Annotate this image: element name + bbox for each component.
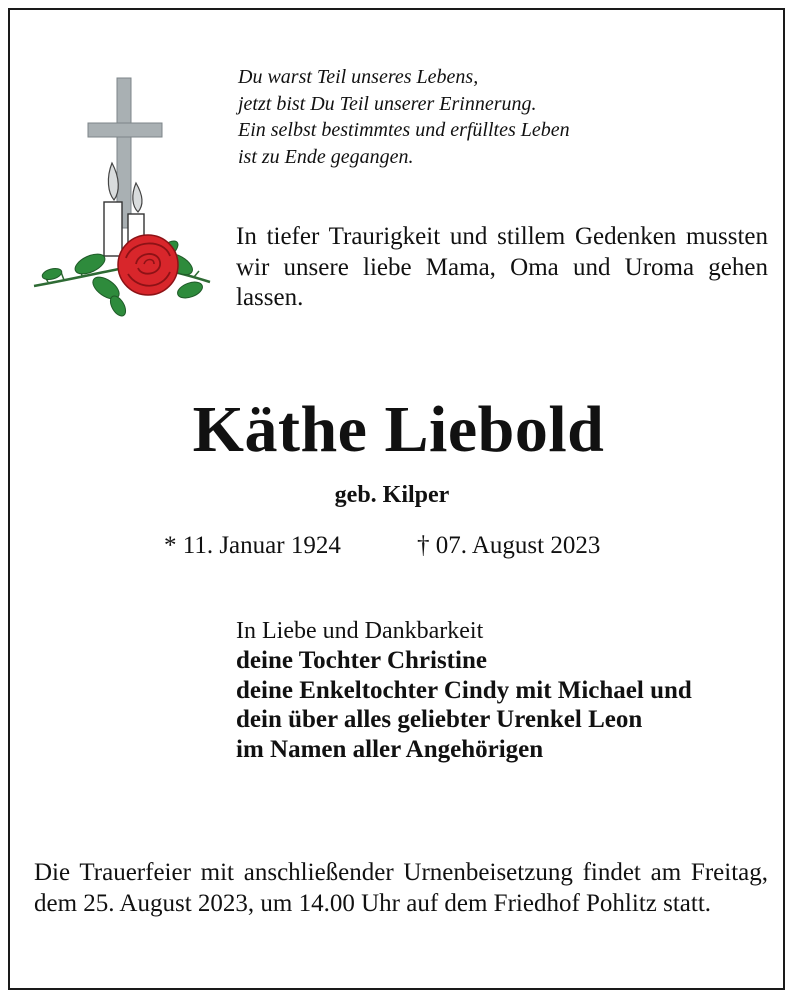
birth-date: * 11. Januar 1924 [164,532,341,559]
signature-line: deine Enkeltochter Cindy mit Michael und [236,676,692,704]
signature-block [236,616,776,764]
cross-icon [88,78,162,228]
signature-lead: In Liebe und Dankbarkeit [236,618,484,644]
signature-line: dein über alles geliebter Urenkel Leon [236,706,643,733]
poem-line: Du warst Teil unseres Lebens, [238,66,479,88]
poem [238,64,758,170]
poem-line: ist zu Ende gegangen. [238,145,414,168]
funeral-service-notice: Die Trauerfeier mit anschließender Urnenbeisetzung findet am Freitag, dem 25. August 2023, um 14.00 Uhr auf dem Friedhof Pohlitz statt. [34,859,768,917]
deceased-name: Käthe Liebold [192,393,605,466]
poem-line: jetzt bist Du Teil unserer Erinnerung. [238,92,537,115]
rose-icon [118,235,178,295]
intro-text: In tiefer Traurigkeit und stillem Gedenken mussten wir unsere liebe Mama, Oma und Uroma gehen lassen. [236,223,768,311]
poem-line: Ein selbst bestimmtes und erfülltes Leben [238,119,570,141]
death-date: † 07. August 2023 [417,532,601,559]
obituary-card [8,8,785,990]
maiden-name: geb. Kilper [334,482,450,508]
signature-line: deine Tochter Christine [236,647,487,674]
cross-candle-rose-icon [28,68,213,318]
signature-line: im Namen aller Angehörigen [236,735,544,763]
